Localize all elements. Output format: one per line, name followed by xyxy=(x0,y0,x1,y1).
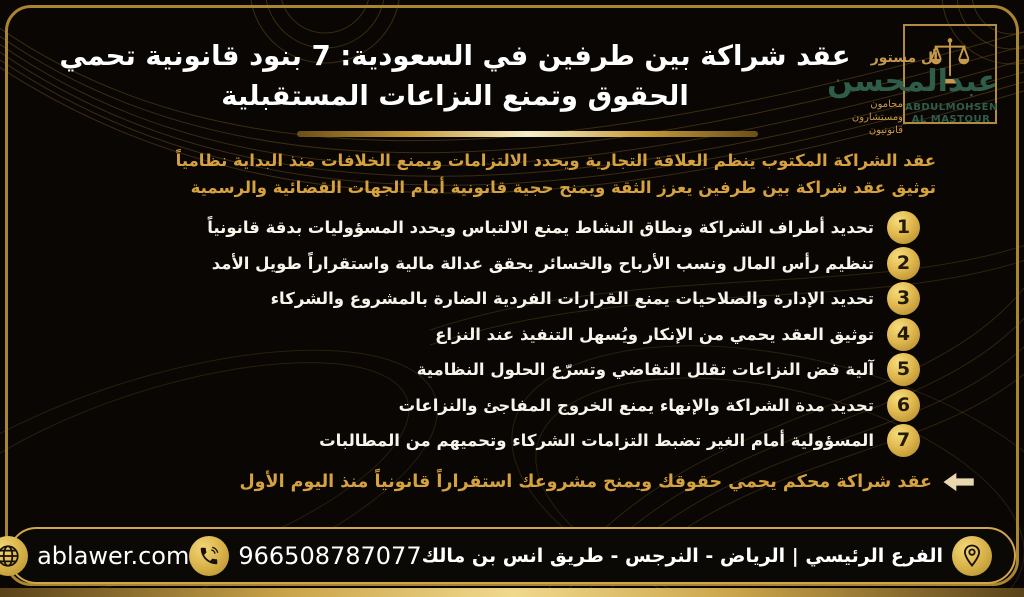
list-item xyxy=(319,423,920,457)
logo-brand-arabic: عبدالمحسن xyxy=(827,64,998,99)
logo-brand-arabic-sub: آل مستور xyxy=(870,50,938,66)
list-item-text: آلية فض النزاعات تقلل التقاضي وتسرّع الحلول النظامية xyxy=(416,359,874,379)
logo-tagline-line3: قانونيون xyxy=(868,125,903,136)
address-text: الفرع الرئيسي | الرياض - النرجس - طريق انس بن مالك xyxy=(421,544,943,567)
number-badge: 6 xyxy=(887,389,920,422)
contact-bar xyxy=(8,527,1016,584)
number-badge: 5 xyxy=(887,353,920,386)
list-item xyxy=(417,352,920,386)
conclusion-text: عقد شراكة محكم يحمي حقوقك ويمنح مشروعك استقراراً قانونياً منذ اليوم الأول xyxy=(239,472,932,492)
intro-paragraph xyxy=(176,147,936,201)
intro-line1: عقد الشراكة المكتوب ينظم العلاقة التجارية ويحدد الالتزامات ويمنع الخلافات منذ البداية نظامياً xyxy=(175,151,936,170)
list-item-text: توثيق العقد يحمي من الإنكار ويُسهل التنفيذ عند النزاع xyxy=(435,324,874,344)
number-badge: 3 xyxy=(887,282,920,315)
list-item-text: تنظيم رأس المال ونسب الأرباح والخسائر يحقق عدالة مالية واستقراراً طويل الأمد xyxy=(211,253,874,273)
logo-brand-english xyxy=(905,102,997,126)
number-badge: 4 xyxy=(887,318,920,351)
intro-line2: توثيق عقد شراكة بين طرفين يعزز الثقة ويمنح حجية قانونية أمام الجهات القضائية والرسمية xyxy=(190,178,936,197)
address-group xyxy=(422,536,992,576)
number-badge: 2 xyxy=(887,247,920,280)
gold-divider xyxy=(297,131,758,137)
logo-brand-english-line2: AL MASTOUR xyxy=(911,114,991,125)
logo-tagline xyxy=(852,98,903,137)
list-item xyxy=(212,246,920,280)
logo-tagline-line1: محامون xyxy=(870,99,903,110)
globe-icon xyxy=(0,536,28,576)
list-item xyxy=(271,281,920,315)
website-group[interactable] xyxy=(0,536,189,576)
list-item xyxy=(435,317,920,351)
phone-number[interactable]: 966508787077 xyxy=(238,541,422,570)
number-badge: 7 xyxy=(887,424,920,457)
phone-icon xyxy=(189,536,229,576)
location-pin-icon xyxy=(952,536,992,576)
list-item-text: تحديد الإدارة والصلاحيات يمنع القرارات الفردية الضارة بالمشروع والشركاء xyxy=(270,288,874,308)
list-item-text: المسؤولية أمام الغير تضبط التزامات الشركاء وتحميهم من المطالبات xyxy=(319,430,874,450)
list-item xyxy=(207,210,920,244)
number-badge: 1 xyxy=(887,211,920,244)
list-item-text: تحديد مدة الشراكة والإنهاء يمنع الخروج المفاجئ والنزاعات xyxy=(398,395,874,415)
bottom-gold-strip xyxy=(0,588,1024,597)
law-firm-logo xyxy=(827,14,1020,138)
left-arrow-icon xyxy=(943,471,977,493)
logo-tagline-line2: ومستشارون xyxy=(851,112,903,123)
page-title-line1: عقد شراكة بين طرفين في السعودية: 7 بنود قانونية تحمي xyxy=(59,40,851,72)
page-title xyxy=(40,36,870,116)
website-url[interactable]: ablawer.com xyxy=(37,541,190,570)
conclusion-line xyxy=(239,471,977,493)
list-item-text: تحديد أطراف الشراكة ونطاق النشاط يمنع الالتباس ويحدد المسؤوليات بدقة قانونياً xyxy=(207,217,874,237)
logo-brand-english-line1: ABDULMOHSEN xyxy=(905,102,998,113)
phone-group[interactable] xyxy=(189,536,421,576)
list-item xyxy=(399,388,920,422)
page-title-line2: الحقوق وتمنع النزاعات المستقبلية xyxy=(221,80,689,112)
